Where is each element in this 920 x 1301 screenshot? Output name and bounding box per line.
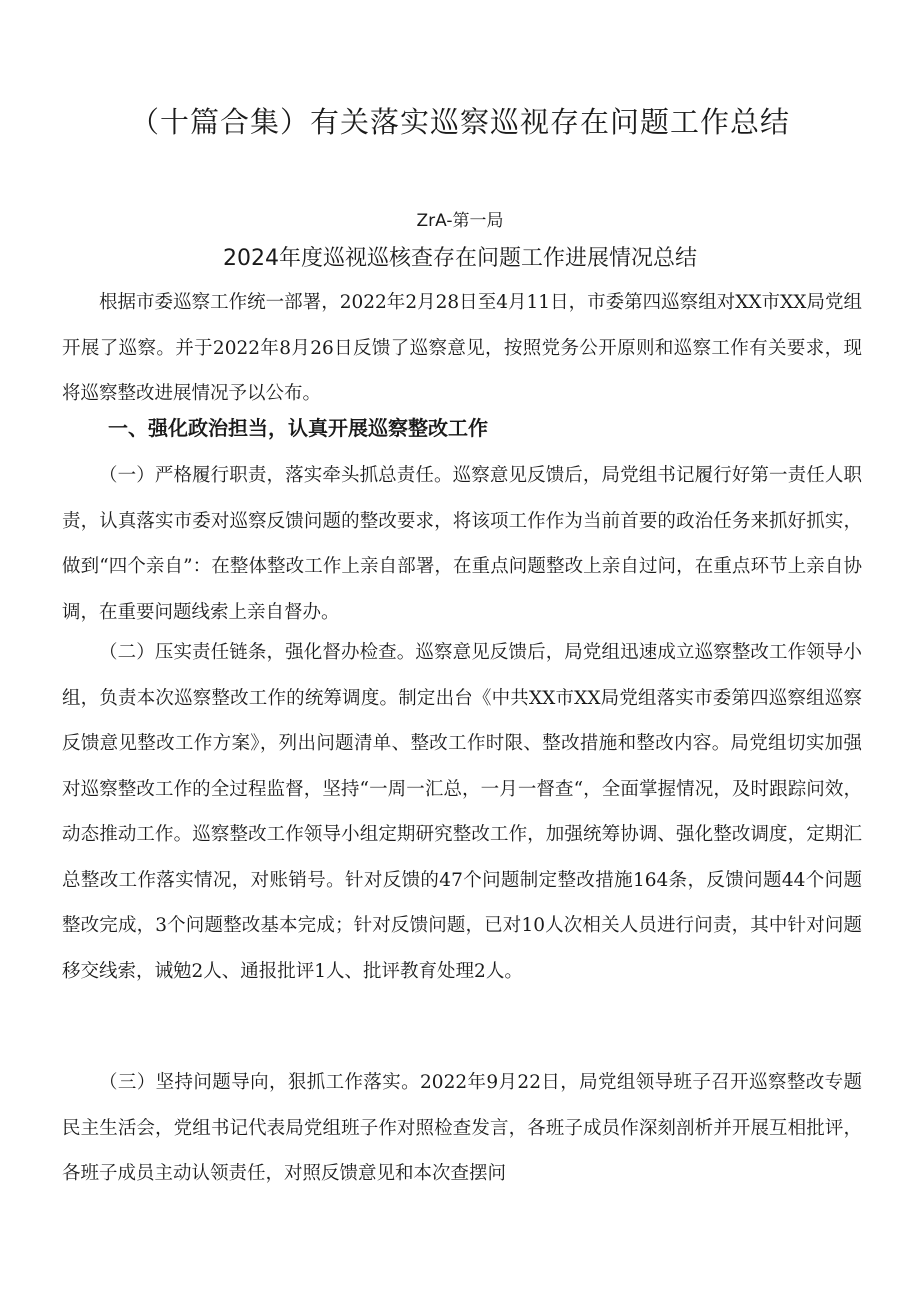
paragraph-1: （一）严格履行职责，落实牵头抓总责任。巡察意见反馈后，局党组书记履行好第一责任人职责，认真落实市委对巡察反馈问题的整改要求，将该项工作作为当前首要的政治任务来抓好抓实，做到“四个亲自”：在整体整改工作上亲自部署，在重点问题整改上亲自过问，在重点环节上亲自协调，在重要问题线索上亲自督办。 — [62, 465, 862, 623]
paragraph-2: （二）压实责任链条，强化督办检查。巡察意见反馈后，局党组迅速成立巡察整改工作领导小组，负责本次巡察整改工作的统筹调度。制定出台《中共XX市XX局党组落实市委第四巡察组巡察反馈意见整改工作方案》，列出问题清单、整改工作时限、整改措施和整改内容。局党组切实加强对巡察整改工作的全过程监督，坚持“一周一汇总，一月一督查“，全面掌握情况，及时跟踪问效，动态推动工作。巡察整改工作领导小组定期研究整改工作，加强统筹协调、强化整改调度，定期汇总整改工作落实情况，对账销号。针对反馈的47个问题制定整改措施164条，反馈问题44个问题整改完成，3个问题整改基本完成；针对反馈问题，已对10人次相关人员进行问责，其中针对问题移交线索，诫勉2人、通报批评1人、批评教育处理2人。 — [62, 642, 862, 982]
section-mark: ZrA-第一局 — [416, 211, 504, 231]
section-heading: 一、强化政治担当，认真开展巡察整改工作 — [108, 416, 488, 440]
document-title: （十篇合集）有关落实巡察巡视存在问题工作总结 — [129, 105, 790, 139]
intro-paragraph: 根据市委巡察工作统一部署，2022年2月28日至4月11日，市委第四巡察组对XX市XX局党组开展了巡察。并于2022年8月26日反馈了巡察意见，按照党务公开原则和巡察工作有关要求，现将巡察整改进展情况予以公布。 — [62, 292, 862, 404]
paragraph-3: （三）坚持问题导向，狠抓工作落实。2022年9月22日，局党组领导班子召开巡察整改专题民主生活会，党组书记代表局党组班子作对照检查发言，各班子成员作深刻剖析并开展互相批评，各班子成员主动认领责任，对照反馈意见和本次查摆问 — [62, 1072, 862, 1184]
document-subtitle: 2024年度巡视巡核查存在问题工作进展情况总结 — [223, 246, 697, 271]
